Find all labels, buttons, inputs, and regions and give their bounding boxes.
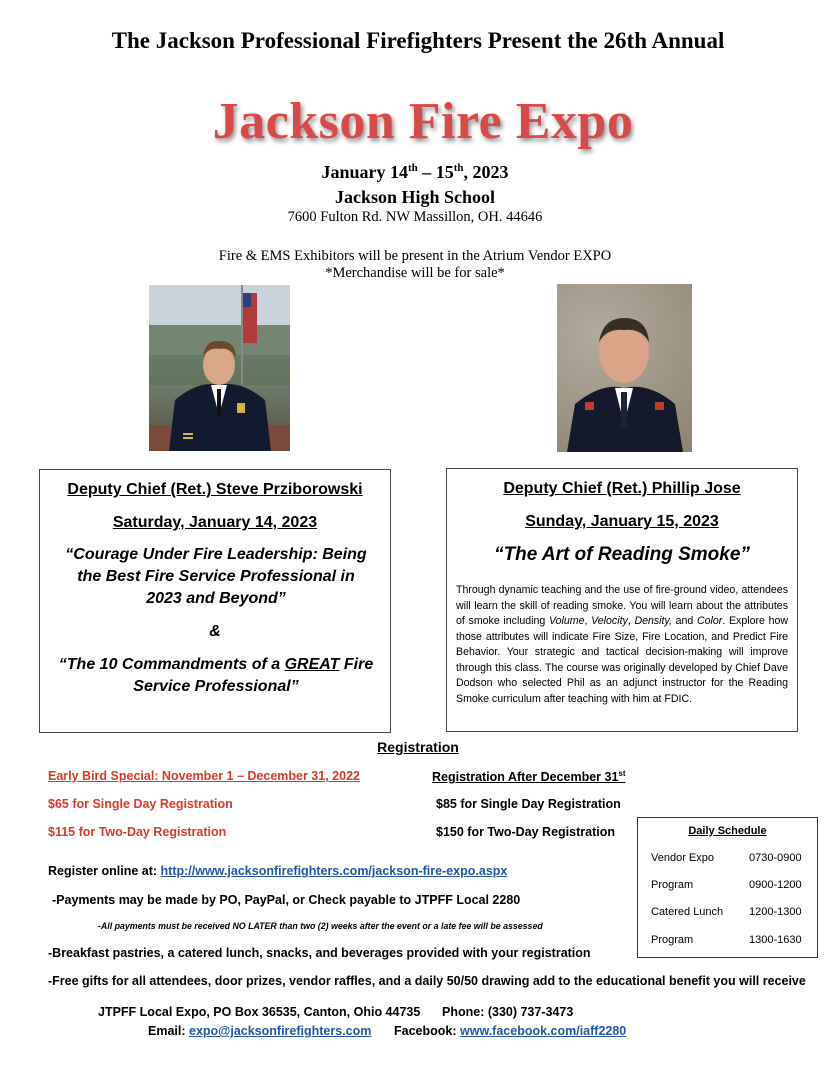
session-description [456,583,788,707]
expo-title: Jackson Fire Expo [212,93,634,150]
schedule-label: Program [651,879,694,891]
date-part: , 2023 [463,162,509,182]
top-heading: The Jackson Professional Firefighters Present the 26th Annual [111,28,725,53]
speaker-name: Deputy Chief (Ret.) Phillip Jose [503,480,741,497]
phone-number: Phone: (330) 737-3473 [442,1005,574,1019]
speaker-photo-steve [149,285,290,451]
schedule-label: Catered Lunch [651,906,724,918]
desc-text: . Explore how those attributes will indicate Fire Size, Fire Location, and Predict Fire Behavior. Your strategic and tactical decision-making will improve through this class. The course was originally developed by Chief Dave Dodson who selected Phil as an adjunct instructor for the Reading Smoke curriculum after teaching with him at FDIC. [456,615,789,705]
merchandise-note: *Merchandise will be for sale* [325,265,505,281]
desc-text: , [584,615,592,627]
late-two-day-price: $150 for Two-Day Registration [436,825,615,839]
late-single-price: $85 for Single Day Registration [436,797,621,811]
speaker-name: Deputy Chief (Ret.) Steve Prziborowski [67,481,363,498]
session-title: “The Art of Reading Smoke” [494,544,750,565]
speaker-box-right [446,468,798,732]
date-part: January 14 [321,162,408,182]
venue-name: Jackson High School [334,187,496,207]
facebook-line [394,1024,626,1038]
email-line [148,1024,371,1038]
schedule-row [651,852,811,864]
early-two-day-price: $115 for Two-Day Registration [48,825,227,839]
desc-text: , [627,615,635,627]
mailing-address: JTPFF Local Expo, PO Box 36535, Canton, Ohio 44735 [98,1005,421,1019]
late-registration-suffix: st [618,769,626,778]
session-date: Saturday, January 14, 2023 [112,514,318,531]
desc-italic: Density, [634,615,672,627]
breakfast-note: -Breakfast pastries, a catered lunch, snacks, and beverages provided with your registration [48,946,591,960]
schedule-title: Daily Schedule [688,825,767,837]
daily-schedule [637,817,818,958]
speaker-photo-steve-illustration [149,285,290,451]
schedule-time: 1300-1630 [749,934,802,946]
late-fee-note: -All payments must be received NO LATER than two (2) weeks after the event or a late fee will be assessed [98,921,543,931]
desc-italic: Volume [548,615,585,627]
early-single-price: $65 for Single Day Registration [48,797,233,811]
speaker-box-left [39,469,391,733]
facebook-link[interactable]: www.facebook.com/iaff2280 [460,1024,627,1038]
event-dates [0,162,830,183]
desc-italic: Color [697,615,723,627]
session-title-part: Fire Service Professional” [133,656,374,695]
payments-note: -Payments may be made by PO, PayPal, or Check payable to JTPFF Local 2280 [52,893,521,907]
date-part: – 15 [417,162,454,182]
schedule-label: Vendor Expo [651,852,714,864]
schedule-label: Program [651,934,694,946]
speaker-photo-phil [557,284,692,452]
schedule-time: 0730-0900 [749,852,802,864]
date-suffix: th [453,162,464,174]
session-title-part: “The 10 Commandments of a [58,656,285,673]
register-online [48,864,507,878]
early-bird-heading: Early Bird Special: November 1 – December 31, 2022 [48,769,360,783]
venue-address: 7600 Fulton Rd. NW Massillon, OH. 44646 [287,209,543,225]
session-title: “Courage Under Fire Leadership: Being the Best Fire Service Professional in 2023 and Beyond” [65,546,367,607]
schedule-time: 1200-1300 [749,906,802,918]
email-label: Email: [148,1024,189,1038]
late-registration-label: Registration After December 31 [432,770,619,785]
facebook-label: Facebook: [394,1024,460,1038]
schedule-time: 0900-1200 [749,879,802,891]
desc-text: and [671,615,697,627]
schedule-row [651,906,811,918]
date-suffix: th [407,162,418,174]
schedule-row [651,934,811,946]
email-link[interactable]: expo@jacksonfirefighters.com [189,1024,372,1038]
registration-heading: Registration [377,739,459,755]
desc-italic: Velocity [591,615,628,627]
exhibitors-note: Fire & EMS Exhibitors will be present in the Atrium Vendor EXPO [218,248,612,264]
ampersand: & [209,623,221,640]
registration-link[interactable]: http://www.jacksonfirefighters.com/jackson-fire-expo.aspx [160,864,508,878]
late-registration-heading [432,769,626,784]
speaker-photo-phil-illustration [557,284,692,452]
gifts-note: -Free gifts for all attendees, door prizes, vendor raffles, and a daily 50/50 drawing add to the educational benefit you will receive [48,974,806,988]
desc-text: Through dynamic teaching and the use of fire-ground video, attendees will learn the skill of reading smoke. You will learn about the attributes of smoke including [456,584,788,627]
session-title [56,654,376,698]
session-title-emphasis: GREAT [284,656,340,673]
schedule-row [651,879,811,891]
session-date: Sunday, January 15, 2023 [525,513,719,530]
register-online-label: Register online at: [48,864,161,878]
